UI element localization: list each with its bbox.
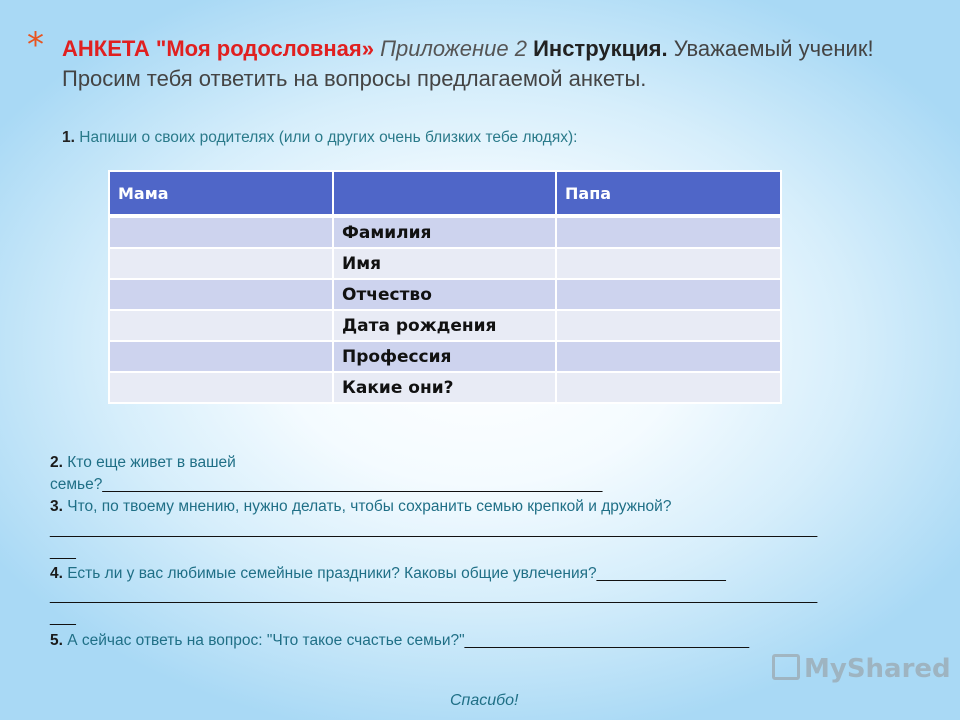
- question-5-number: 5.: [50, 631, 63, 649]
- form-title: АНКЕТА "Моя родословная»: [62, 36, 374, 61]
- questions-block: [50, 452, 920, 652]
- question-4-number: 4.: [50, 565, 63, 583]
- table-row: [109, 216, 781, 248]
- question-3-answer-line-2[interactable]: ___: [50, 542, 76, 560]
- question-2-line-row: [50, 474, 920, 496]
- question-4-answer-line-1[interactable]: _________________________________________________________________________________________: [50, 587, 818, 605]
- mom-cell[interactable]: [109, 248, 333, 279]
- table-row: [109, 248, 781, 279]
- dad-cell[interactable]: [556, 372, 781, 403]
- instruction-label: Инструкция.: [533, 36, 668, 61]
- question-3-answer-line-1[interactable]: _________________________________________________________________________________________: [50, 520, 818, 538]
- question-5: [50, 630, 920, 652]
- mom-cell[interactable]: [109, 216, 333, 248]
- question-5-answer-line[interactable]: _________________________________: [464, 631, 750, 649]
- question-4-answer-line-2[interactable]: ___: [50, 609, 76, 627]
- question-3-number: 3.: [50, 498, 63, 516]
- appendix-label: Приложение 2: [380, 36, 527, 61]
- header-cell-dad: Папа: [556, 171, 781, 216]
- question-5-text: А сейчас ответь на вопрос: "Что такое счастье семьи?": [67, 631, 465, 649]
- greeting-text: Уважаемый ученик! Просим тебя ответить на вопросы предлагаемой анкеты.: [62, 36, 874, 91]
- header-cell-middle: [333, 171, 556, 216]
- question-2-text-a: Кто еще живет в вашей: [67, 454, 236, 471]
- dad-cell[interactable]: [556, 310, 781, 341]
- row-label: Профессия: [333, 341, 556, 372]
- dad-cell[interactable]: [556, 216, 781, 248]
- mom-cell[interactable]: [109, 310, 333, 341]
- row-label: Фамилия: [333, 216, 556, 248]
- header-block: [62, 34, 942, 94]
- mom-cell[interactable]: [109, 341, 333, 372]
- question-2: [50, 452, 920, 474]
- table-row: [109, 341, 781, 372]
- watermark-monitor-icon: [772, 654, 800, 680]
- question-4-text: Есть ли у вас любимые семейные праздники? Каковы общие увлечения?: [67, 565, 597, 583]
- watermark-text: MyShared: [804, 654, 951, 684]
- thanks-text: Спасибо!: [450, 692, 519, 709]
- row-label: Какие они?: [333, 372, 556, 403]
- table-row: [109, 372, 781, 403]
- question-2-text-b: семье?: [50, 476, 103, 494]
- question-3: [50, 496, 920, 518]
- table-header-row: [109, 171, 781, 216]
- question-1-number: 1.: [62, 129, 75, 146]
- question-1: [62, 129, 942, 147]
- dad-cell[interactable]: [556, 279, 781, 310]
- dad-cell[interactable]: [556, 341, 781, 372]
- question-2-answer-line[interactable]: __________________________________________________________: [102, 476, 603, 494]
- header-cell-mom: Мама: [109, 171, 333, 216]
- table-row: [109, 279, 781, 310]
- mom-cell[interactable]: [109, 372, 333, 403]
- table-row: [109, 310, 781, 341]
- row-label: Отчество: [333, 279, 556, 310]
- question-4-answer-line-0[interactable]: _______________: [596, 565, 726, 583]
- question-4: [50, 563, 920, 585]
- watermark: [772, 654, 951, 684]
- row-label: Дата рождения: [333, 310, 556, 341]
- row-label: Имя: [333, 248, 556, 279]
- question-3-text: Что, по твоему мнению, нужно делать, чтобы сохранить семью крепкой и дружной?: [67, 498, 672, 516]
- bullet-asterisk: *: [27, 25, 44, 65]
- mom-cell[interactable]: [109, 279, 333, 310]
- dad-cell[interactable]: [556, 248, 781, 279]
- parents-table: [108, 170, 782, 404]
- question-1-text: Напиши о своих родителях (или о других очень близких тебе людях):: [79, 129, 578, 146]
- question-2-number: 2.: [50, 454, 63, 471]
